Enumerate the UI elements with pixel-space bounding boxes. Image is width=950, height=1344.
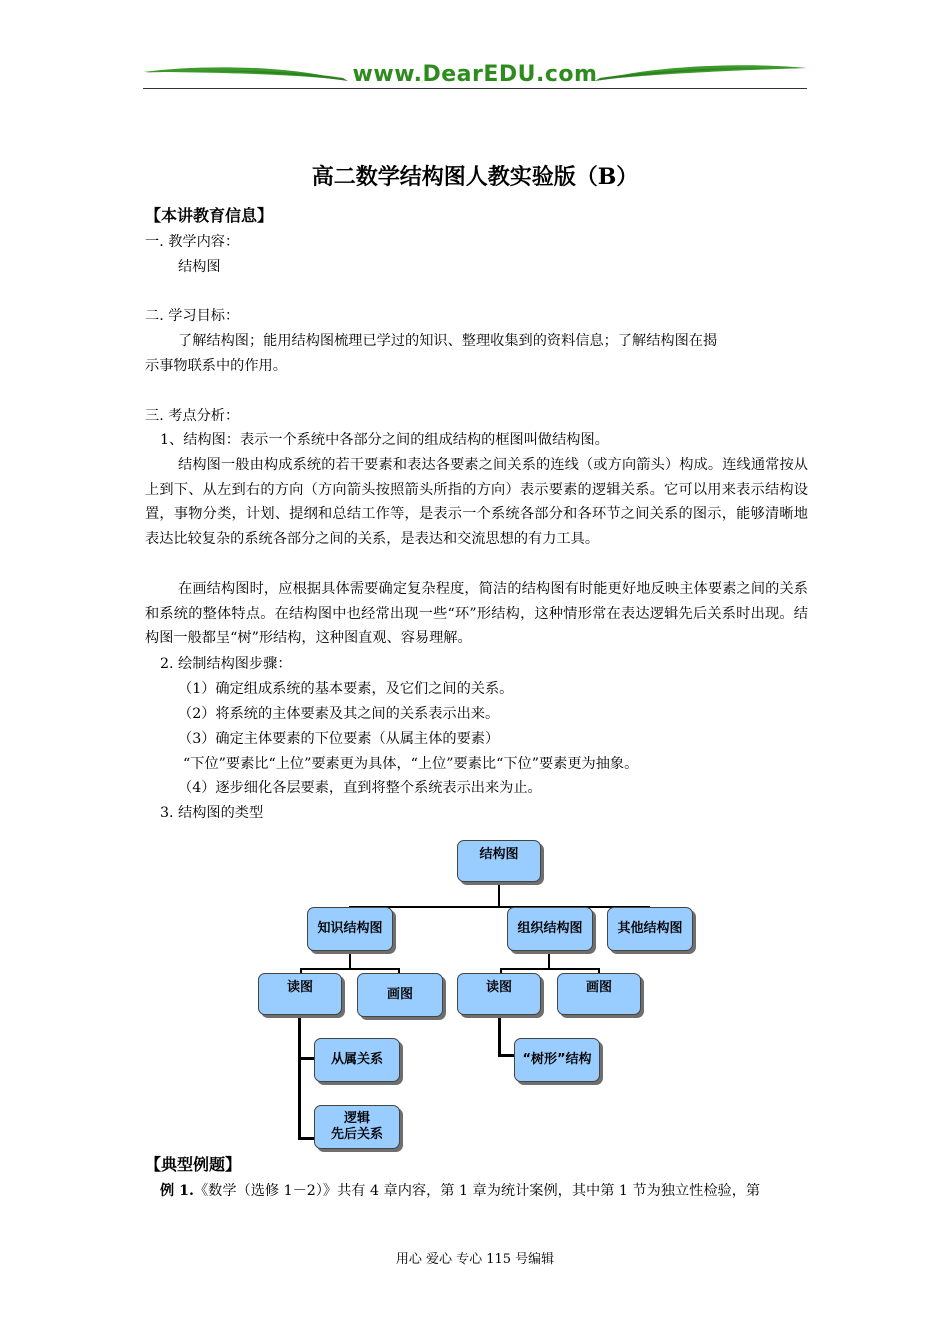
- node-read-1: 读图: [258, 973, 342, 1015]
- page-title: 高二数学结构图人教实验版（B）: [311, 164, 639, 190]
- connector-to-logic: [298, 1137, 314, 1140]
- step-2: （2）将系统的主体要素及其之间的关系表示出来。: [178, 706, 500, 722]
- node-org-structure: 组织结构图: [507, 907, 593, 951]
- site-header: [143, 60, 807, 92]
- example-1-text: 《数学（选修 1－2）》共有 4 章内容，第 1 章为统计案例，其中第 1 节为独立性检验，第: [193, 1183, 761, 1199]
- connector-knowledge-down: [349, 950, 351, 970]
- example-1-label: 例 1.: [160, 1183, 194, 1199]
- analysis-heading: 三. 考点分析：: [145, 408, 240, 424]
- step-1: （1）确定组成系统的基本要素，及它们之间的关系。: [178, 681, 514, 697]
- node-logic-sequence: [314, 1105, 400, 1149]
- connector-org-bar: [500, 968, 600, 970]
- goals-heading: 二. 学习目标：: [145, 308, 240, 324]
- analysis-paragraph-1: 结构图一般由构成系统的若干要素和表达各要素之间关系的连线（或方向箭头）构成。连线通常按从上到下、从左到右的方向（方向箭头按照箭头所指的方向）表示要素的逻辑关系。它可以用来表示结构设置，事物分类，计划、提纲和总结工作等，是表示一个系统各部分和各环节之间关系的图示，能够清晰地表达比较复杂的系统各部分之间的关系，是表达和交流思想的有力工具。: [145, 457, 808, 547]
- connector-root-down: [498, 883, 500, 907]
- node-root: 结构图: [457, 840, 541, 882]
- node-subordinate-relation: 从属关系: [314, 1038, 400, 1082]
- analysis-item-1: 1、结构图：表示一个系统中各部分之间的组成结构的框图叫做结构图。: [160, 432, 609, 448]
- example-1: [160, 1179, 760, 1204]
- step-3-note: “下位”要素比“上位”要素更为具体，“上位”要素比“下位”要素更为抽象。: [183, 756, 639, 772]
- goals-line-2: 示事物联系中的作用。: [145, 358, 287, 374]
- node-knowledge-structure: 知识结构图: [307, 907, 393, 951]
- connector-to-subordinate: [298, 1057, 314, 1060]
- node-draw-2: 画图: [557, 973, 641, 1015]
- analysis-item-2: 2. 绘制结构图步骤：: [160, 656, 292, 672]
- analysis-paragraph-2: 在画结构图时，应根据具体需要确定复杂程度，简洁的结构图有时能更好地反映主体要素之间的关系和系统的整体特点。在结构图中也经常出现一些“环”形结构，这种情形常在表达逻辑先后关系时出现。结构图一般都呈“树”形结构，这种图直观、容易理解。: [145, 581, 808, 647]
- content-body: 结构图: [178, 259, 221, 275]
- connector-level1-bar: [349, 906, 649, 908]
- node-logic-line-2: 先后关系: [330, 1127, 383, 1142]
- examples-heading: 【典型例题】: [145, 1155, 242, 1174]
- connector-knowledge-bar: [300, 968, 400, 970]
- connector-org-down: [548, 950, 550, 970]
- page-footer: 用心 爱心 专心 115 号编辑: [395, 1252, 555, 1267]
- step-3: （3）确定主体要素的下位要素（从属主体的要素）: [178, 731, 500, 747]
- goals-line-1: 了解结构图；能用结构图梳理已学过的知识、整理收集到的资料信息；了解结构图在揭: [178, 333, 718, 349]
- connector-read2-down: [498, 1015, 501, 1057]
- connector-read1-down: [298, 1015, 301, 1140]
- step-4: （4）逐步细化各层要素，直到将整个系统表示出来为止。: [178, 780, 542, 796]
- header-rule: [143, 88, 807, 89]
- content-heading: 一. 教学内容：: [145, 234, 240, 250]
- node-read-2: 读图: [457, 973, 541, 1015]
- node-logic-line-1: 逻辑: [343, 1111, 370, 1126]
- site-name: www.DearEDU.com: [352, 62, 598, 87]
- node-other-structure: 其他结构图: [607, 907, 693, 951]
- analysis-item-3: 3. 结构图的类型: [160, 805, 264, 821]
- connector-to-tree: [498, 1054, 514, 1057]
- node-tree-structure: “树形”结构: [514, 1038, 600, 1082]
- section-info-heading: 【本讲教育信息】: [145, 206, 274, 225]
- node-draw-1: 画图: [357, 973, 443, 1017]
